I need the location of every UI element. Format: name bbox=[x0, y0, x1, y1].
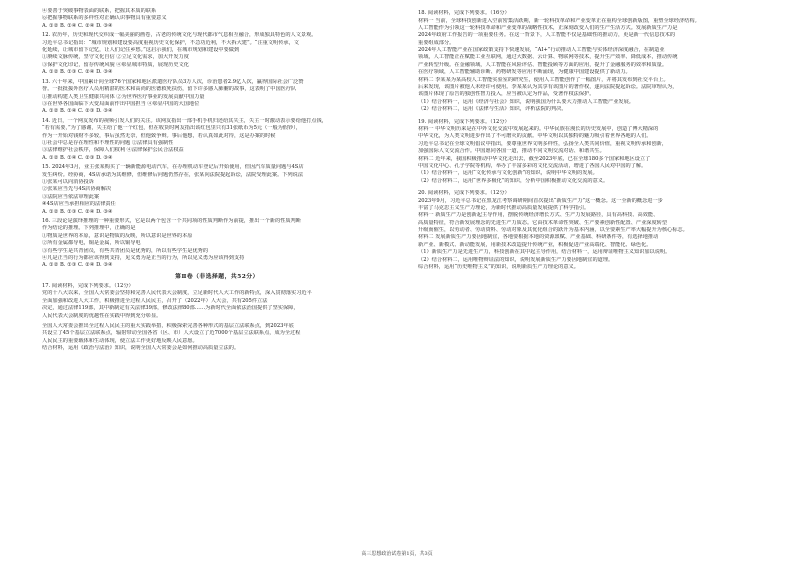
text-line: 中国文化中心、孔子学院等机构，举办了丰富多彩的文化交流活动，增进了各国人民对中国的了解。 bbox=[418, 162, 647, 169]
text-line: 14. 近日，一个网友发布的视频引发人们的关注。该网友指出一部手机手机归还给其失主，失主一时激动表示要给他打点钱， bbox=[42, 117, 327, 124]
text-line: 新产业、新模式、新动能发展，用新技术改造提升传统产业，积极促进产业高端化、智能化、绿色化。 bbox=[418, 241, 652, 248]
text-line: A. ①② B. ①③ C. ②④ D. ③④ bbox=[42, 208, 113, 215]
text-line: ⑥把握事物联系的多样性对正确认识事物具有重要意义 bbox=[42, 15, 167, 22]
text-line: 20. 阅读材料，完成下列要求。（12分） bbox=[418, 190, 510, 197]
text-line: 在医疗领域，人工智能辅助诊断、药物研发等应用不断涌现，为健康中国建设提供了新动力。 bbox=[418, 69, 631, 76]
text-line: （1）结合材料一，运用《经济与社会》知识，说明我国为什么要大力推动人工智能产业发展。 bbox=[418, 98, 634, 105]
text-line: 材料一 当前，全球科技创新进入空前密集活跃期，新一轮科技革命和产业变革正在重构全球创新版图，重塑全球经济结构。 bbox=[418, 17, 700, 24]
text-line: 习近平总书记在全球文明倡议中指出，要尊重世界文明多样性，弘扬全人类共同价值，重视文明传承和创新， bbox=[418, 140, 668, 147]
page-footer: 高三思想政治试卷第1页，共3页 bbox=[361, 550, 433, 557]
text-line: 15. 2024年3月，业主张某购买了一辆新能源电动汽车，在办理机动车登记后开始使用，但因汽车质量问题与4S店 bbox=[42, 164, 304, 171]
text-line: 12. 农历年，历史和现代交织成一幅美丽的画卷，古老的传统文化与现代都市气息相互融合，形成独具特色的人文景观。 bbox=[42, 32, 317, 39]
text-line bbox=[418, 113, 768, 116]
text-line: 作为结论的推理。下列推理中，正确的是 bbox=[42, 225, 136, 232]
section-title: 第Ⅱ卷（非选择题，共52分） bbox=[175, 273, 259, 280]
text-line: 作为一开始对钱财不多较，事后虽然无奈，但他致争辩。事后他想，若认真如此对待，这是办案的时候 bbox=[42, 132, 276, 139]
text-line: 13. 六十年来，中国累计向全球76个国家和地区派遣医疗队员3万人次，诊治患者2.9亿人次，赢得国际社会广泛赞 bbox=[42, 78, 304, 85]
text-line: 材料二 李某某为某高校人工智能实验室的研究生，使用人工智能创作了一幅图片，并将其发布到社交平台上。 bbox=[418, 76, 669, 83]
text-line: 加强国际人文交流合作。中国愿同各国一道，推动不同文明交流对话、和谐共生。 bbox=[418, 148, 605, 155]
text-line: A. ①② B. ①④ C. ②③ D. ③④ bbox=[42, 154, 113, 161]
left-column bbox=[42, 8, 392, 540]
text-line: 材料二 近年来，我国积极推动中华文化走出去，截至2023年底，已在全球180多个国家和地区设立了 bbox=[418, 155, 651, 162]
text-line: 党的十八大以来，全国人大常委会坚持和完善人民代表大会制度，立足新时代人大工作的新特点，深入贯彻落实习近平 bbox=[42, 290, 312, 297]
text-line: ④要善于突破事物表面的联系，把握其本质的联系 bbox=[42, 8, 157, 14]
text-line: 材料一 中华文明历来是在中外文化交流中发展起来的。中华民族在漫长的历史发展中，创造了博大精深的 bbox=[418, 126, 659, 132]
text-line: 领域，人工智能正在赋能工业互联网，通过大数据、云计算、物联网等技术，提升生产效率、降低成本，推动传统 bbox=[418, 54, 678, 61]
text-line: （1）新质生产力是先进生产力，科技创新在其中起主导作用，结合材料一，运用辩证唯物主义知识加以说明。 bbox=[418, 249, 671, 256]
text-line: （2）结合材料二，运用《法律与生活》知识，评析法院的判决。 bbox=[418, 106, 567, 113]
text-line: ①张某可以向消协投诉 bbox=[42, 179, 94, 185]
text-line: 2024年人工智能产业在国家政策支持下快速发展，“AI+”行动推动人工智能与实体经济深度融合，在制造业 bbox=[418, 47, 665, 54]
text-line: ③有些学生是共青团员，有些共青团员是优秀的，所以有些学生是优秀的 bbox=[42, 247, 209, 254]
text-line: 人工智能作为引领这一轮科技革命和产业变革的战略性技术，正深刻改变人们的生产生活方式。发展新质生产力是 bbox=[418, 24, 678, 31]
text-line: ③在世界各国面临下大变局面前作出中国担当 ④彰显中国的大国地位 bbox=[42, 100, 200, 107]
text-line: 全国人大常委会推出全过程人民民主的重大实践举措，积极探索完善各种形式的基层立法联系点，到2023年底 bbox=[42, 322, 294, 329]
text-line: 发生纠纷。经协商，4S店承诺为其维修，但维修后问题仍然存在，张某向法院提起诉讼，法院受理此案。下列说法 bbox=[42, 171, 304, 178]
text-line: 材料一 新质生产力是创新起主导作用，摆脱传统经济增长方式、生产力发展路径，具有高科技、高效能、 bbox=[418, 212, 659, 219]
text-line: ①赓续文脉传统，坚守文化自信 ②立足文化需求，加大开发力度 bbox=[42, 54, 189, 61]
text-line: 17. 阅读材料，完成下列要求。（12分） bbox=[42, 283, 134, 290]
text-line: 习近平总书记指出：“城市规划和建设要高度重视历史文化保护，不急功近利，不大拆大建”。“注重文明传承，文 bbox=[42, 39, 299, 46]
text-line: 结合材料，运用《政治与法治》知识，说明全国人大常委会是如何推动高质量立法的。 bbox=[42, 345, 240, 352]
text-line: 誉。一批批援外医疗人员用精湛的医术和高尚的医德救死扶伤，留下许多感人肺腑的故事，这表明了中国医疗队 bbox=[42, 86, 297, 93]
text-line: 19. 阅读材料，完成下列要求。（12分） bbox=[418, 118, 510, 125]
text-line: “若有需要，”为了感谢，失主给了他一个红包，但在收货时网友指出该红包里只有31张纸币为5元（一般为假钞）， bbox=[42, 125, 302, 132]
text-line: 后来发现，该图片被他人未经许可使用。李某某认为其享有该图片的著作权，遂向法院提起诉讼。法院审理认为， bbox=[418, 83, 678, 90]
text-line: 材料二 发展新质生产力要因地制宜，各地要根据本地的资源禀赋、产业基础、科研条件等，有选择地推动 bbox=[418, 234, 659, 241]
text-line: ①物质是世界的本原，意识是物质的反映，所以意识是世界的本原 bbox=[42, 232, 193, 239]
text-line: ③法律维护社会秩序，保障人们权利 ④法律保护公民合法权益 bbox=[42, 147, 184, 154]
text-line: 高质量特征，符合新发展理念的先进生产力质态。它由技术革命性突破、生产要素创新性配置、产业深度转型 bbox=[418, 219, 668, 226]
text-line: 决定，通过法律119部，其中新制定有关法律39部，修改法律80部……为新时代全面依法治国提供了坚实保障， bbox=[42, 305, 299, 312]
text-line: 16. 三段论是演绎推理的一种重要形式，它是以两个包含一个共同项的性质判断作为前提，推出一个新的性质判断 bbox=[42, 218, 301, 225]
text-line: 2023年9月，习近平总书记在黑龙江考察调研期间首次提出“新质生产力”这一概念。这一全新的概念进一步 bbox=[418, 197, 663, 204]
text-line: 人民民主的重要载体和生动体现，使立法工作更好地反映人民意愿。 bbox=[42, 337, 198, 344]
text-line: 共设立了45个基层立法联系点，辐射带动全国各省（区、市）人大设立了近7000个基层立法联系点，成为全过程 bbox=[42, 330, 301, 337]
text-line: 重要组成部分。 bbox=[418, 39, 455, 46]
text-line: ②张某应当先与4S店协商解决 bbox=[42, 186, 112, 193]
text-line: 化延续，让城市留下记忆，让人们记住乡愁。”这启示我们，在城市规划和建设中要做到 bbox=[42, 47, 240, 54]
text-line: 中华文化，为人类文明进步作出了不可磨灭的贡献。中华文明以其独特的魅力吸引着世界各地的人们。 bbox=[418, 133, 652, 140]
text-line: 全面加强和改进人大工作，积极推进全过程人民民主，召开了（2022年）人大会，共有205件立法 bbox=[42, 297, 268, 304]
text-line: A. ①② B. ①④ C. ②③ D. ③④ bbox=[42, 108, 113, 115]
text-line: A. ①② B. ①③ C. ②④ D. ③④ bbox=[42, 69, 113, 76]
text-line: 2024年政府工作报告的一项重要任务。在这一背景下，人工智能不仅是基础性的推动力，更是新一代信息技术的 bbox=[418, 32, 676, 39]
text-line: ④凡是正当的行为都应该得到支持，见义勇为是正当的行为，所以见义勇为应该得到支持 bbox=[42, 254, 245, 261]
text-line: ④4S店应当承担相应的法律责任 bbox=[42, 201, 116, 208]
text-line: 人民代表大会制度的优越性在实践中得到充分彰显。 bbox=[42, 312, 162, 319]
text-line: 丰富了马克思主义生产力理论，为新时代推动高质量发展提供了科学指引。 bbox=[418, 204, 590, 211]
text-line: A. ①② B. ①④ C. ②④ D. ③④ bbox=[42, 22, 113, 29]
text-line: A. ①② B. ①③ C. ②④ D. ③④ bbox=[42, 262, 113, 269]
text-line: ③保护文化印记，留存传统风貌 ④彰显城市特质，展现历史文化 bbox=[42, 61, 189, 68]
text-line: 该图片体现了原告的独创性智力投入，应当被认定为作品，受著作权法保护。 bbox=[418, 91, 595, 98]
text-line bbox=[418, 185, 768, 188]
text-line: ①推动构建人类卫生健康共同体 ②为世界医疗事业的发展贡献中国力量 bbox=[42, 93, 205, 100]
right-column bbox=[418, 8, 768, 540]
text-line: ①社会中总是存在理性和不理性的问题 ②法律具有强制性 bbox=[42, 139, 174, 146]
text-line: 18. 阅读材料，完成下列要求。（16分） bbox=[418, 10, 510, 17]
two-column-layout bbox=[42, 8, 768, 540]
text-line: （2）结合材料二，运用“世界多极化”的知识，分析中国积极推动文化交流的意义。 bbox=[418, 177, 609, 184]
text-line: 升级而催生，以劳动者、劳动资料、劳动对象及其优化组合的跃升为基本内涵，以全要素生产率大幅提升为核心标志。 bbox=[418, 227, 688, 234]
text-line: 综合材料，运用“历史唯物主义”的知识，说明新质生产力理论的意义。 bbox=[418, 263, 579, 270]
text-line: （1）结合材料一，运用“文化传承与文化创新”的知识，说明中华文明的发展。 bbox=[418, 170, 598, 177]
text-line: 产业转型升级。在金融领域，人工智能在风险评估、智能投顾等方面的应用，提升了金融服务的效率和质量。 bbox=[418, 61, 668, 68]
text-line: ②所有金属都导电，铜是金属，所以铜导电 bbox=[42, 240, 141, 247]
text-line: ③法院应当依法审理此案 bbox=[42, 193, 100, 200]
text-line: （2）结合材料二，运用唯物辩证法的知识，说明发展新质生产力要因地制宜的道理。 bbox=[418, 256, 614, 263]
